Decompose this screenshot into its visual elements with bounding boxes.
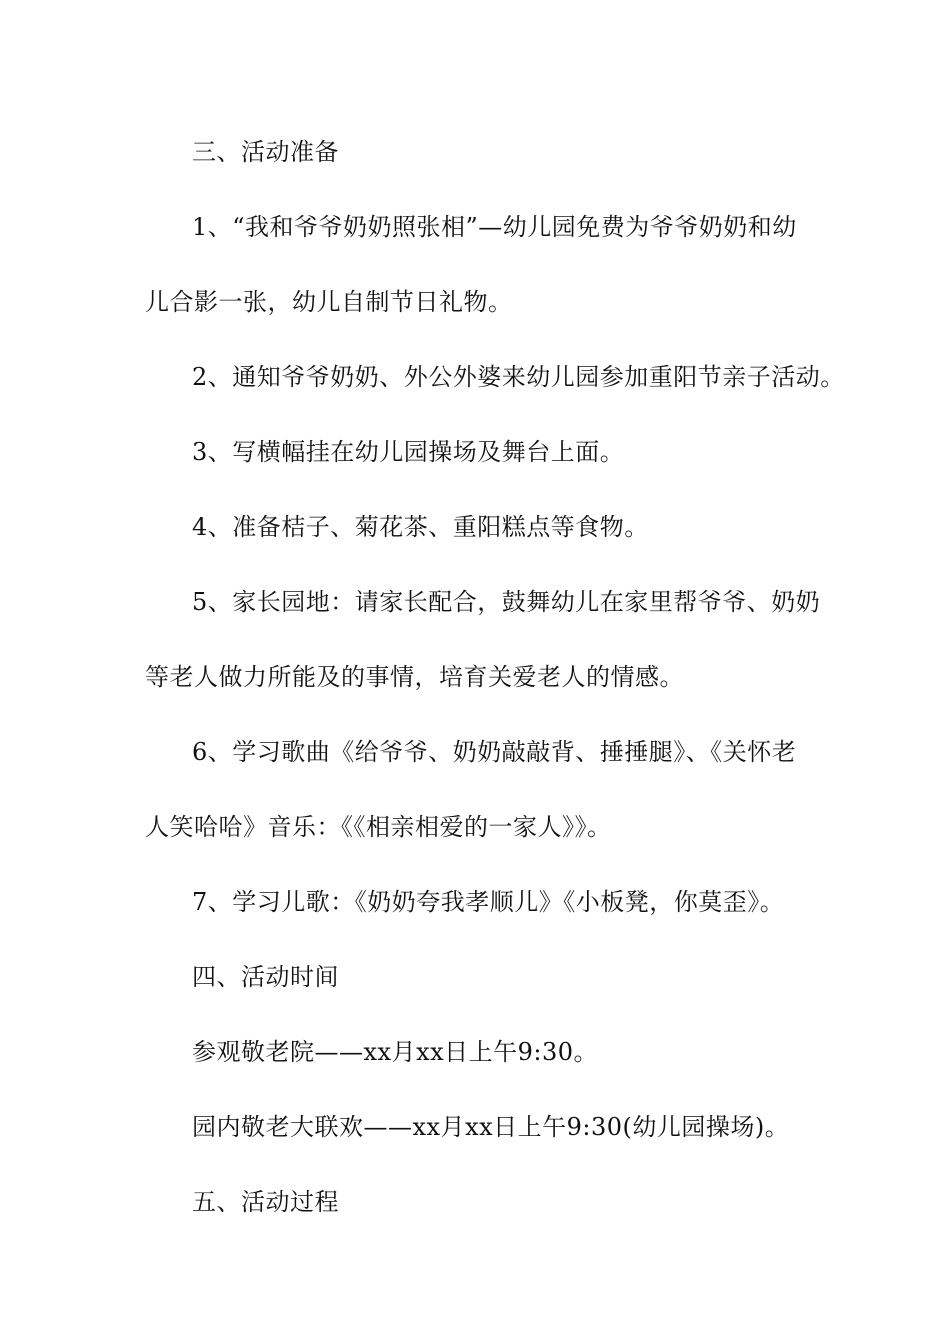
paragraph-line: 4、准备桔子、菊花茶、重阳糕点等食物。	[192, 513, 649, 541]
paragraph-line: 5、家长园地：请家长配合，鼓舞幼儿在家里帮爷爷、奶奶	[192, 588, 821, 616]
paragraph-line: 参观敬老院——xx月xx日上午9:30。	[192, 1038, 599, 1066]
paragraph-line: 等老人做力所能及的事情，培育关爱老人的情感。	[145, 663, 684, 691]
paragraph-line: 2、通知爷爷奶奶、外公外婆来幼儿园参加重阳节亲子活动。	[192, 363, 845, 391]
paragraph-line: 人笑哈哈》音乐：《《相亲相爱的一家人》》。	[145, 813, 612, 841]
paragraph-line: 3、写横幅挂在幼儿园操场及舞台上面。	[192, 438, 625, 466]
section-heading-preparation: 三、活动准备	[192, 138, 339, 166]
paragraph-line: 6、学习歌曲《给爷爷、奶奶敲敲背、捶捶腿》、《关怀老	[192, 738, 797, 766]
section-heading-time: 四、活动时间	[192, 963, 339, 991]
paragraph-line: 7、学习儿歌：《奶奶夸我孝顺儿》《小板凳，你莫歪》。	[192, 888, 785, 916]
paragraph-line: 1、“我和爷爷奶奶照张相”—幼儿园免费为爷爷奶奶和幼	[192, 213, 797, 241]
paragraph-line: 儿合影一张，幼儿自制节日礼物。	[145, 288, 513, 316]
paragraph-line: 园内敬老大联欢——xx月xx日上午9:30(幼儿园操场)。	[192, 1113, 790, 1141]
section-heading-process: 五、活动过程	[192, 1188, 339, 1216]
